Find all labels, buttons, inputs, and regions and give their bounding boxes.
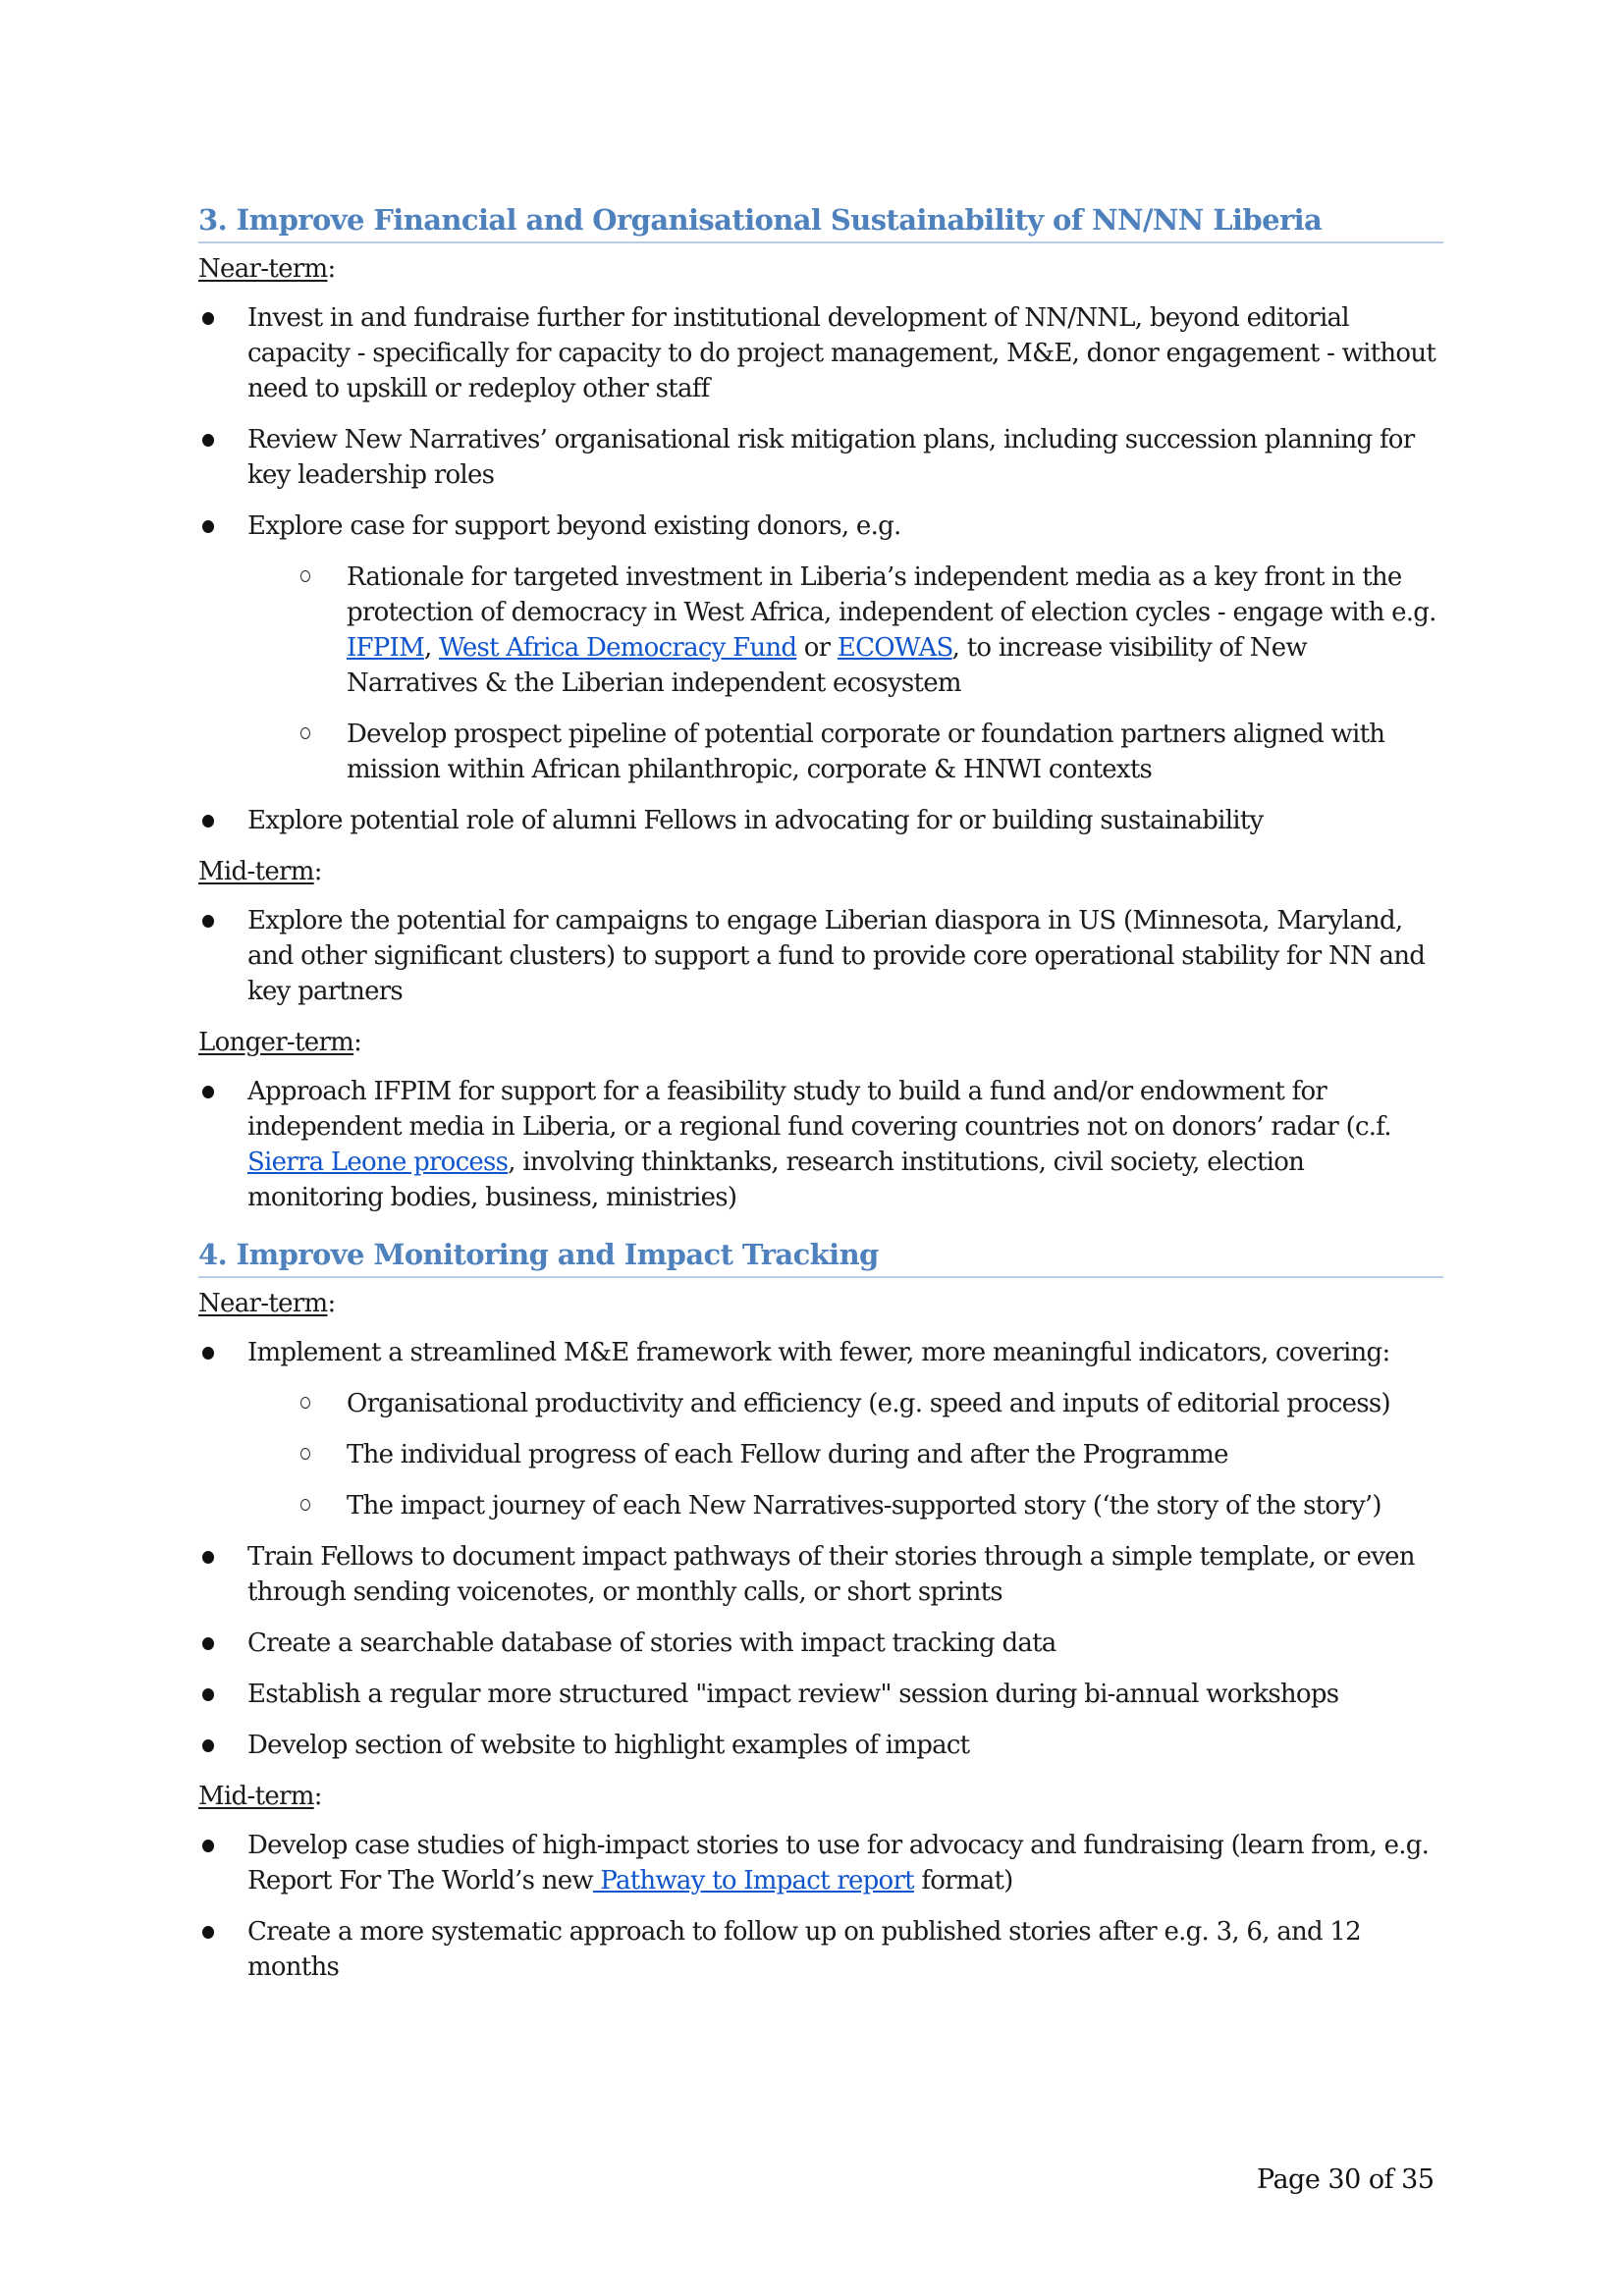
circle-bullet-icon [300, 1397, 310, 1409]
ifpim-link[interactable]: IFPIM [347, 633, 424, 663]
sub-list [198, 1386, 1443, 1523]
list-item: Establish a regular more structured "impact review" session during bi-annual workshops [198, 1677, 1443, 1712]
bullet-icon [202, 520, 214, 533]
list-item: Create a more systematic approach to follow up on published stories after e.g. 3, 6, and 12 months [198, 1914, 1443, 1985]
bullet-icon [202, 1926, 214, 1939]
mid-term-label: Mid-term: [198, 857, 322, 886]
bullet-icon [202, 1086, 214, 1098]
section-4-mid-term-list [198, 1828, 1443, 1985]
sub-list-item: Rationale for targeted investment in Liberia’s independent media as a key front in the protection of democracy in West Africa, independent of election cycles - engage with e.g. IFPIM, West Africa Democracy Fund or ECOWAS, to increase visibility of New Narratives & the Liberian independent ecosystem [198, 560, 1443, 701]
near-term-label: Near-term: [198, 254, 336, 284]
sub-list-item: Develop prospect pipeline of potential corporate or foundation partners aligned with mission within African philanthropic, corporate & HNWI contexts [198, 717, 1443, 787]
bullet-icon [202, 1739, 214, 1752]
sub-list-item: The impact journey of each New Narratives-supported story (‘the story of the story’) [198, 1488, 1443, 1523]
circle-bullet-icon [300, 1499, 310, 1511]
ecowas-link[interactable]: ECOWAS [837, 633, 952, 663]
bullet-icon [202, 1551, 214, 1564]
bullet-icon [202, 434, 214, 447]
sub-list-item: Organisational productivity and efficiency (e.g. speed and inputs of editorial process) [198, 1386, 1443, 1421]
section-4-heading: 4. Improve Monitoring and Impact Tracking [198, 1231, 1443, 1278]
page-number: Page 30 of 35 [1257, 2164, 1435, 2195]
list-item: Implement a streamlined M&E framework with fewer, more meaningful indicators, covering: Organisational productivity and efficiency (e.g. speed and inputs of editorial process) The individual progress of each Fellow during and after the Programme The impact journey of each New Narratives-supported story (‘the story of the story’) [198, 1335, 1443, 1523]
section-3-near-term-list [198, 300, 1443, 838]
bullet-icon [202, 312, 214, 325]
bullet-icon [202, 915, 214, 928]
section-4-near-term-list [198, 1335, 1443, 1763]
sub-list-item: The individual progress of each Fellow during and after the Programme [198, 1437, 1443, 1472]
list-item: Invest in and fundraise further for institutional development of NN/NNL, beyond editorial capacity - specifically for capacity to do project management, M&E, donor engagement - without need to upskill or redeploy other staff [198, 300, 1443, 406]
list-item: Explore case for support beyond existing donors, e.g. Rationale for targeted investment in Liberia’s independent media as a key front in the protection of democracy in West Africa, independent of election cycles - engage with e.g. IFPIM, West Africa Democracy Fund or ECOWAS, to increase visibility of New Narratives & the Liberian independent ecosystem Develop prospect pipeline of potential corporate or foundation partners aligned with mission within African philanthropic, corporate & HNWI contexts [198, 508, 1443, 787]
list-item: Explore potential role of alumni Fellows in advocating for or building sustainability [198, 803, 1443, 838]
section-3-longer-term-list [198, 1074, 1443, 1215]
bullet-icon [202, 1347, 214, 1360]
list-item: Approach IFPIM for support for a feasibility study to build a fund and/or endowment for independent media in Liberia, or a regional fund covering countries not on donors’ radar (c.f. Sierra Leone process, involving thinktanks, research institutions, civil society, election monitoring bodies, business, ministries) [198, 1074, 1443, 1215]
list-item: Review New Narratives’ organisational risk mitigation plans, including succession planning for key leadership roles [198, 422, 1443, 493]
list-item: Train Fellows to document impact pathways of their stories through a simple template, or even through sending voicenotes, or monthly calls, or short sprints [198, 1539, 1443, 1610]
mid-term-label: Mid-term: [198, 1782, 322, 1811]
circle-bullet-icon [300, 727, 310, 739]
section-3-heading: 3. Improve Financial and Organisational Sustainability of NN/NN Liberia [198, 196, 1443, 243]
list-item: Create a searchable database of stories with impact tracking data [198, 1626, 1443, 1661]
bullet-icon [202, 1688, 214, 1701]
bullet-icon [202, 815, 214, 828]
section-3-mid-term-list [198, 903, 1443, 1009]
longer-term-label: Longer-term: [198, 1028, 362, 1057]
near-term-label: Near-term: [198, 1289, 336, 1318]
list-item: Explore the potential for campaigns to engage Liberian diaspora in US (Minnesota, Maryland, and other significant clusters) to support a fund to provide core operational stability for NN and key partners [198, 903, 1443, 1009]
sierra-leone-process-link[interactable]: Sierra Leone process [247, 1148, 509, 1177]
circle-bullet-icon [300, 570, 310, 582]
west-africa-democracy-fund-link[interactable]: West Africa Democracy Fund [438, 633, 797, 663]
sub-list [198, 560, 1443, 787]
document-page [198, 196, 1443, 2001]
bullet-icon [202, 1637, 214, 1650]
circle-bullet-icon [300, 1448, 310, 1460]
bullet-icon [202, 1840, 214, 1852]
pathway-to-impact-report-link[interactable]: Pathway to Impact report [592, 1866, 914, 1896]
list-item: Develop case studies of high-impact stories to use for advocacy and fundraising (learn from, e.g. Report For The World’s new Pathway to Impact report format) [198, 1828, 1443, 1898]
list-item: Develop section of website to highlight examples of impact [198, 1728, 1443, 1763]
